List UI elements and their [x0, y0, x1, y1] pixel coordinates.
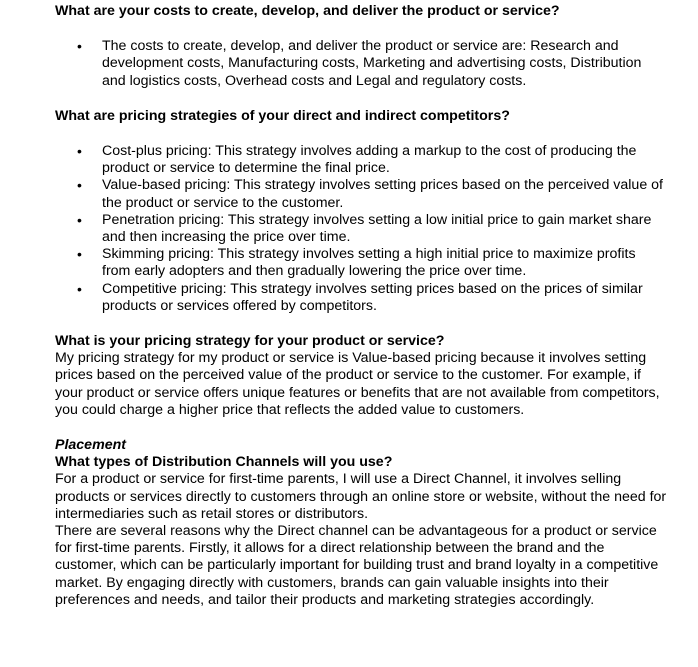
list-item: • Penetration pricing: This strategy involves setting a low initial price to gain market share and then increasing the price over time.	[55, 212, 667, 246]
list-item: • Value-based pricing: This strategy involves setting prices based on the perceived value of the product or service to the customer.	[55, 177, 667, 211]
placement-heading: Placement	[55, 437, 126, 454]
distribution-question: What types of Distribution Channels will you use?	[55, 454, 393, 471]
competitor-pricing-question: What are pricing strategies of your direct and indirect competitors?	[55, 107, 510, 124]
list-item: • Cost-plus pricing: This strategy involves adding a markup to the cost of producing the product or service to determine the final price.	[55, 143, 667, 177]
pricing-strategy-answer: My pricing strategy for my product or service is Value-based pricing because it involves setting prices based on the perceived value of the product or service to the customer. For example, if your product or service offers unique features or benefits that are not available from competitors, you could charge a higher price that reflects the added value to customers.	[55, 350, 660, 418]
costs-list	[55, 38, 667, 90]
pricing-strategy-question: What is your pricing strategy for your product or service?	[55, 333, 445, 350]
list-item: • Skimming pricing: This strategy involves setting a high initial price to maximize profits from early adopters and then gradually lowering the price over time.	[55, 246, 667, 280]
costs-question: What are your costs to create, develop, and deliver the product or service?	[55, 3, 560, 19]
list-item: • Competitive pricing: This strategy involves setting prices based on the prices of similar products or services offered by competitors.	[55, 281, 667, 315]
distribution-answer-1: For a product or service for first-time parents, I will use a Direct Channel, it involves selling products or services directly to customers through an online store or website, without the need for intermediaries such as retail stores or distributors.	[55, 471, 667, 522]
distribution-answer-2: There are several reasons why the Direct channel can be advantageous for a product or service for first-time parents. Firstly, it allows for a direct relationship between the brand and the customer, which can be particularly important for building trust and brand loyalty in a competitive market. By engaging directly with customers, brands can gain valuable insights into their preferences and needs, and tailor their products and marketing strategies accordingly.	[55, 523, 659, 608]
document-page	[55, 3, 667, 609]
list-item: • The costs to create, develop, and deliver the product or service are: Research and development costs, Manufacturing costs, Marketing and advertising costs, Distribution and logistics costs, Overhead costs and Legal and regulatory costs.	[55, 38, 667, 90]
competitor-pricing-list	[55, 143, 667, 315]
